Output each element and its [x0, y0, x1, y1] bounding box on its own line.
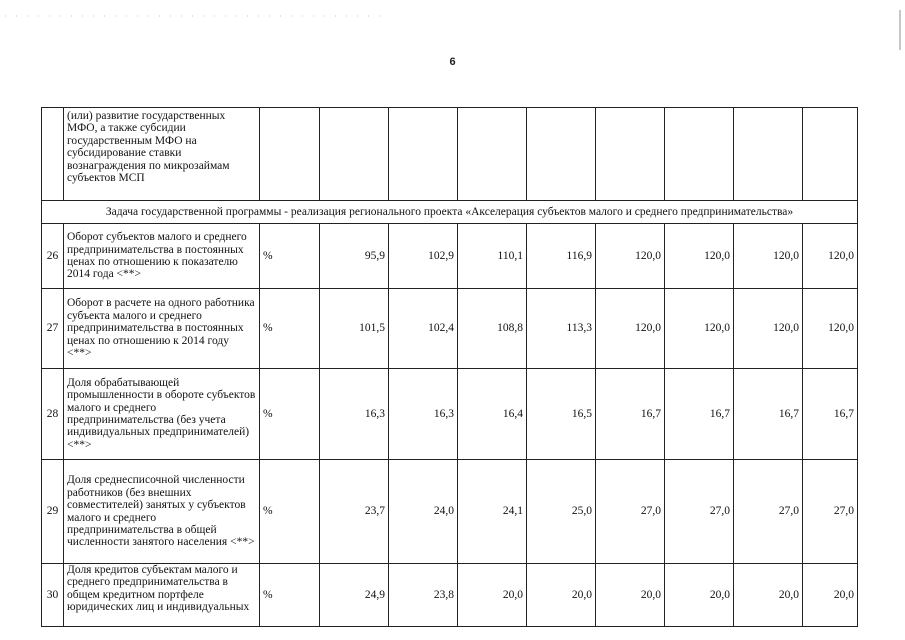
value-cell: 16,7 — [734, 369, 803, 460]
scan-edge-line — [899, 10, 901, 50]
unit-cell: % — [260, 460, 320, 564]
indicator-name-cell: (или) развитие государственных МФО, а также субсидии государственным МФО на субсидирование ставки вознаграждения по микрозаймам субъектов МСП — [64, 108, 260, 201]
value-cell: 110,1 — [458, 224, 527, 289]
value-cell: 113,3 — [527, 289, 596, 369]
value-cell: 25,0 — [527, 460, 596, 564]
value-cell: 95,9 — [320, 224, 389, 289]
value-cell: 24,1 — [458, 460, 527, 564]
table-row-continuation — [42, 108, 858, 201]
value-cell: 16,5 — [527, 369, 596, 460]
indicator-name-cell: Оборот субъектов малого и среднего предпринимательства в постоянных ценах по отношению к показателю 2014 года <**> — [64, 224, 260, 289]
value-cell: 108,8 — [458, 289, 527, 369]
value-cell: 120,0 — [596, 224, 665, 289]
table-row — [42, 289, 858, 369]
value-cell: 24,0 — [389, 460, 458, 564]
value-cell: 16,3 — [320, 369, 389, 460]
value-cell: 20,0 — [734, 564, 803, 627]
page-number: 6 — [449, 56, 456, 68]
value-cell: 102,4 — [389, 289, 458, 369]
value-cell: 23,7 — [320, 460, 389, 564]
row-number-cell — [42, 108, 64, 201]
indicator-name-cell: Оборот в расчете на одного работника субъекта малого и среднего предпринимательства в постоянных ценах по отношению к 2014 году <**> — [64, 289, 260, 369]
value-cell — [665, 108, 734, 201]
value-cell — [596, 108, 665, 201]
value-cell — [389, 108, 458, 201]
value-cell: 20,0 — [596, 564, 665, 627]
value-cell — [734, 108, 803, 201]
task-header-row — [42, 201, 858, 224]
value-cell: 16,7 — [596, 369, 665, 460]
value-cell: 27,0 — [665, 460, 734, 564]
value-cell: 27,0 — [803, 460, 858, 564]
value-cell: 16,7 — [665, 369, 734, 460]
row-number-cell: 26 — [42, 224, 64, 289]
indicators-table — [41, 107, 858, 627]
value-cell: 120,0 — [803, 289, 858, 369]
value-cell: 120,0 — [803, 224, 858, 289]
value-cell: 27,0 — [596, 460, 665, 564]
row-number-cell: 30 — [42, 564, 64, 627]
value-cell: 101,5 — [320, 289, 389, 369]
unit-cell: % — [260, 224, 320, 289]
unit-cell: % — [260, 289, 320, 369]
value-cell: 20,0 — [527, 564, 596, 627]
value-cell: 120,0 — [734, 224, 803, 289]
table-row — [42, 460, 858, 564]
value-cell — [320, 108, 389, 201]
value-cell: 23,8 — [389, 564, 458, 627]
value-cell: 102,9 — [389, 224, 458, 289]
row-number-cell: 27 — [42, 289, 64, 369]
value-cell: 20,0 — [458, 564, 527, 627]
value-cell: 120,0 — [665, 289, 734, 369]
indicator-name-cell: Доля кредитов субъектам малого и среднего предпринимательства в общем кредитном портфеле юридических лиц и индивидуальных — [64, 564, 260, 627]
value-cell: 20,0 — [665, 564, 734, 627]
indicator-name-cell: Доля среднесписочной численности работников (без внешних совместителей) занятых у субъектов малого и среднего предпринимательства в общей численности занятого населения <**> — [64, 460, 260, 564]
value-cell: 24,9 — [320, 564, 389, 627]
unit-cell — [260, 108, 320, 201]
value-cell — [458, 108, 527, 201]
value-cell: 16,4 — [458, 369, 527, 460]
unit-cell: % — [260, 564, 320, 627]
scan-artifact — [0, 14, 380, 18]
table-row — [42, 564, 858, 627]
table-row — [42, 224, 858, 289]
table-row — [42, 369, 858, 460]
row-number-cell: 28 — [42, 369, 64, 460]
value-cell: 116,9 — [527, 224, 596, 289]
value-cell: 120,0 — [734, 289, 803, 369]
value-cell — [803, 108, 858, 201]
task-title: Задача государственной программы - реализация регионального проекта «Акселерация субъектов малого и среднего предпринимательства» — [42, 201, 858, 224]
value-cell: 16,7 — [803, 369, 858, 460]
indicator-name-cell: Доля обрабатывающей промышленности в обороте субъектов малого и среднего предпринимательства (без учета индивидуальных предпринимателей) <**> — [64, 369, 260, 460]
unit-cell: % — [260, 369, 320, 460]
value-cell: 16,3 — [389, 369, 458, 460]
row-number-cell: 29 — [42, 460, 64, 564]
value-cell: 120,0 — [596, 289, 665, 369]
value-cell — [527, 108, 596, 201]
value-cell: 27,0 — [734, 460, 803, 564]
value-cell: 120,0 — [665, 224, 734, 289]
value-cell: 20,0 — [803, 564, 858, 627]
